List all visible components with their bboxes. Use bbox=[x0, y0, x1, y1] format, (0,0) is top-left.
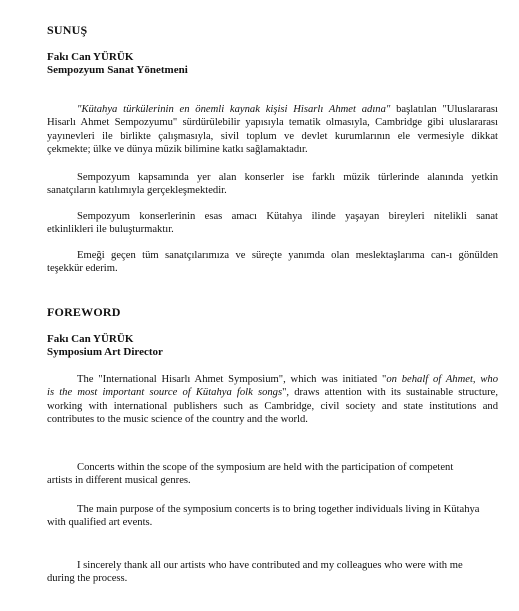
section-heading-tr: SUNUŞ bbox=[47, 23, 88, 37]
author-name-tr: Fakı Can YÜRÜK bbox=[47, 51, 134, 63]
author-role-en: Symposium Art Director bbox=[47, 346, 163, 358]
paragraph-en-1: The "International Hisarlı Ahmet Symposium", which was initiated "on behalf of Ahmet, who is the most important source of Kütahya folk songs", draws attention with its sustainable structure, working with international publishers such as Cambridge, civil society and state institutions and contributes to the music science of the country and the world. bbox=[47, 374, 499, 426]
italic-quote-tr: "Kütahya türkülerinin en önemli kaynak kişisi Hisarlı Ahmet adına" bbox=[77, 104, 391, 115]
paragraph-tr-4: Emeği geçen tüm sanatçılarımıza ve süreçte yanımda olan meslektaşlarıma can-ı gönülden teşekkür ederim. bbox=[47, 250, 498, 275]
section-heading-en: FOREWORD bbox=[47, 305, 121, 319]
paragraph-tr-2: Sempozyum kapsamında yer alan konserler ise farklı müzik türlerinde alanında yetkin sanatçıların katılımıyla gerçekleşmektedir. bbox=[47, 172, 498, 197]
paragraph-en-2: Concerts within the scope of the symposium are held with the participation of competent artists in different musical genres. bbox=[47, 462, 454, 487]
paragraph-tr-3: Sempozyum konserlerinin esas amacı Kütahya ilinde yaşayan bireyleri nitelikli sanat etkinlikleri ile buluşturmaktır. bbox=[47, 211, 498, 236]
paragraph-en-4: I sincerely thank all our artists who have contributed and my colleagues who were with me during the process. bbox=[47, 560, 463, 585]
italic-quote-en-a: on behalf of Ahmet, who bbox=[386, 374, 499, 385]
author-role-tr: Sempozyum Sanat Yönetmeni bbox=[47, 64, 188, 76]
author-name-en: Fakı Can YÜRÜK bbox=[47, 333, 134, 345]
italic-quote-en-b: is the most important source of Kütahya folk songs bbox=[47, 387, 283, 399]
paragraph-en-3: The main purpose of the symposium concerts is to bring together individuals living in Kütahya with qualified art events. bbox=[47, 504, 480, 529]
paragraph-tr-1: "Kütahya türkülerinin en önemli kaynak kişisi Hisarlı Ahmet adına" başlatılan "Uluslararası Hisarlı Ahmet Sempozyumu" sürdürülebilir yapısıyla tematik olmasıyla, Cambridge gibi uluslararası yayınevleri ile birlikte çalışmasıyla, sivil toplum ve devlet kurumlarının ele vermesiyle dikkat çekmekte; ülke ve dünya müzik bilimine katkı sağlamaktadır. bbox=[47, 104, 498, 156]
